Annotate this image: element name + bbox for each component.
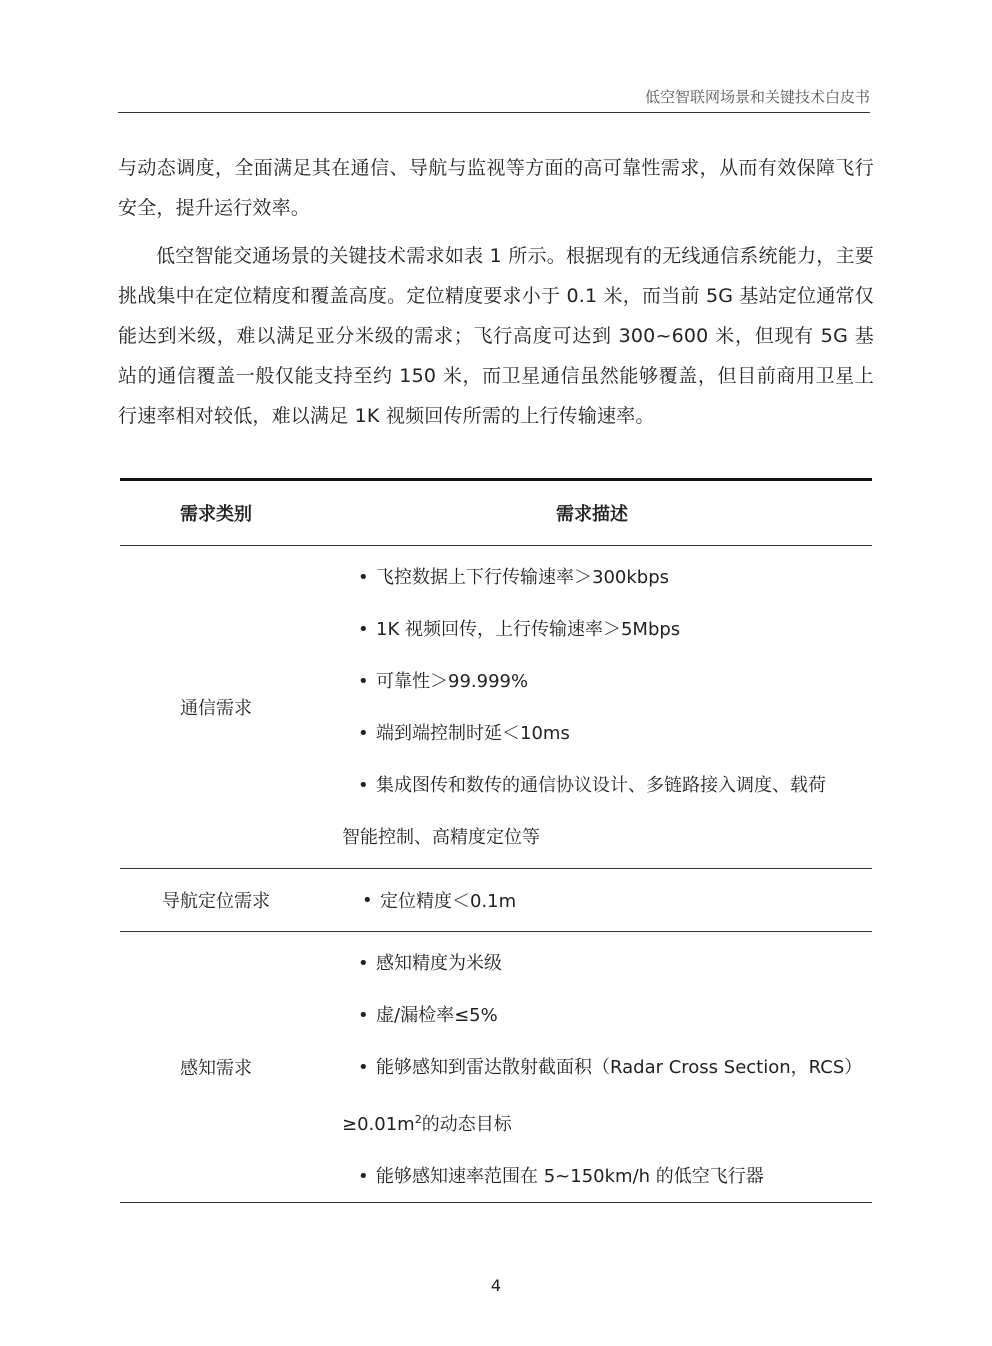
requirement-text: 智能控制、高精度定位等 [342,827,540,848]
header-category: 需求类别 [180,504,252,525]
requirement-text: 虚/漏检率≤5% [376,1005,498,1026]
category-cell: 导航定位需求 [162,891,270,912]
requirement-text: 的动态目标 [421,1114,512,1135]
header-title: 低空智联网场景和关键技术白皮书 [644,88,870,106]
requirement-list [342,552,872,864]
category-cell: 感知需求 [180,1058,252,1079]
page-number: 4 [490,1276,502,1295]
description-cell [312,546,872,868]
requirements-table [120,478,872,1203]
bullet-icon: • [358,953,369,974]
superscript: 2 [414,1113,422,1126]
list-item [358,1151,872,1203]
list-item [358,760,872,812]
description-cell [312,932,872,1202]
bullet-icon: • [358,723,369,744]
list-item [358,604,872,656]
header-description: 需求描述 [556,504,628,525]
list-item-continuation [342,1094,872,1151]
table-header-row [120,481,872,545]
category-cell: 通信需求 [180,698,252,719]
bullet-icon: • [358,1057,369,1078]
requirement-text: 感知精度为米级 [376,953,502,974]
bullet-icon: • [358,775,369,796]
list-item-continuation [342,812,872,864]
bullet-icon: • [358,1166,369,1187]
table-row-communication [120,546,872,868]
bullet-icon: • [358,619,369,640]
list-item [358,552,872,604]
description-cell [312,869,872,931]
requirement-text: 定位精度＜0.1m [380,891,517,912]
list-item [358,708,872,760]
requirement-text: 能够感知速率范围在 5~150km/h 的低空飞行器 [376,1166,764,1187]
requirement-text: 能够感知到雷达散射截面积（Radar Cross Section，RCS） [376,1057,863,1078]
paragraph-1: 与动态调度，全面满足其在通信、导航与监视等方面的高可靠性需求，从而有效保障飞行安全，提升运行效率。 [118,157,874,219]
bullet-icon: • [358,567,369,588]
requirement-text: 1K 视频回传，上行传输速率＞5Mbps [376,619,681,640]
requirement-list [342,938,872,1203]
requirement-text: 端到端控制时延＜10ms [376,723,570,744]
table-row-sensing [120,932,872,1202]
table-row-navigation [120,869,872,931]
requirement-text: 飞控数据上下行传输速率＞300kbps [376,567,670,588]
header-rule [118,112,870,113]
requirement-text: 集成图传和数传的通信协议设计、多链路接入调度、载荷 [376,775,826,796]
requirement-text: ≥0.01m [342,1114,415,1135]
list-item [358,990,872,1042]
requirement-text: 可靠性＞99.999% [376,671,529,692]
bullet-icon: • [362,889,373,911]
bullet-icon: • [358,671,369,692]
paragraph-2: 低空智能交通场景的关键技术需求如表 1 所示。根据现有的无线通信系统能力，主要挑战集中在定位精度和覆盖高度。定位精度要求小于 0.1 米，而当前 5G 基站定位通常仅能达到米级，难以满足亚分米级的需求；飞行高度可达到 300~600 米，但现有 5G 基站的通信覆盖一般仅能支持至约 150 米，而卫星通信虽然能够覆盖，但目前商用卫星上行速率相对较低，难以满足 1K 视频回传所需的上行传输速率。 [118,245,874,427]
bullet-icon: • [358,1005,369,1026]
list-item [358,938,872,990]
list-item [358,656,872,708]
list-item [358,1042,872,1094]
